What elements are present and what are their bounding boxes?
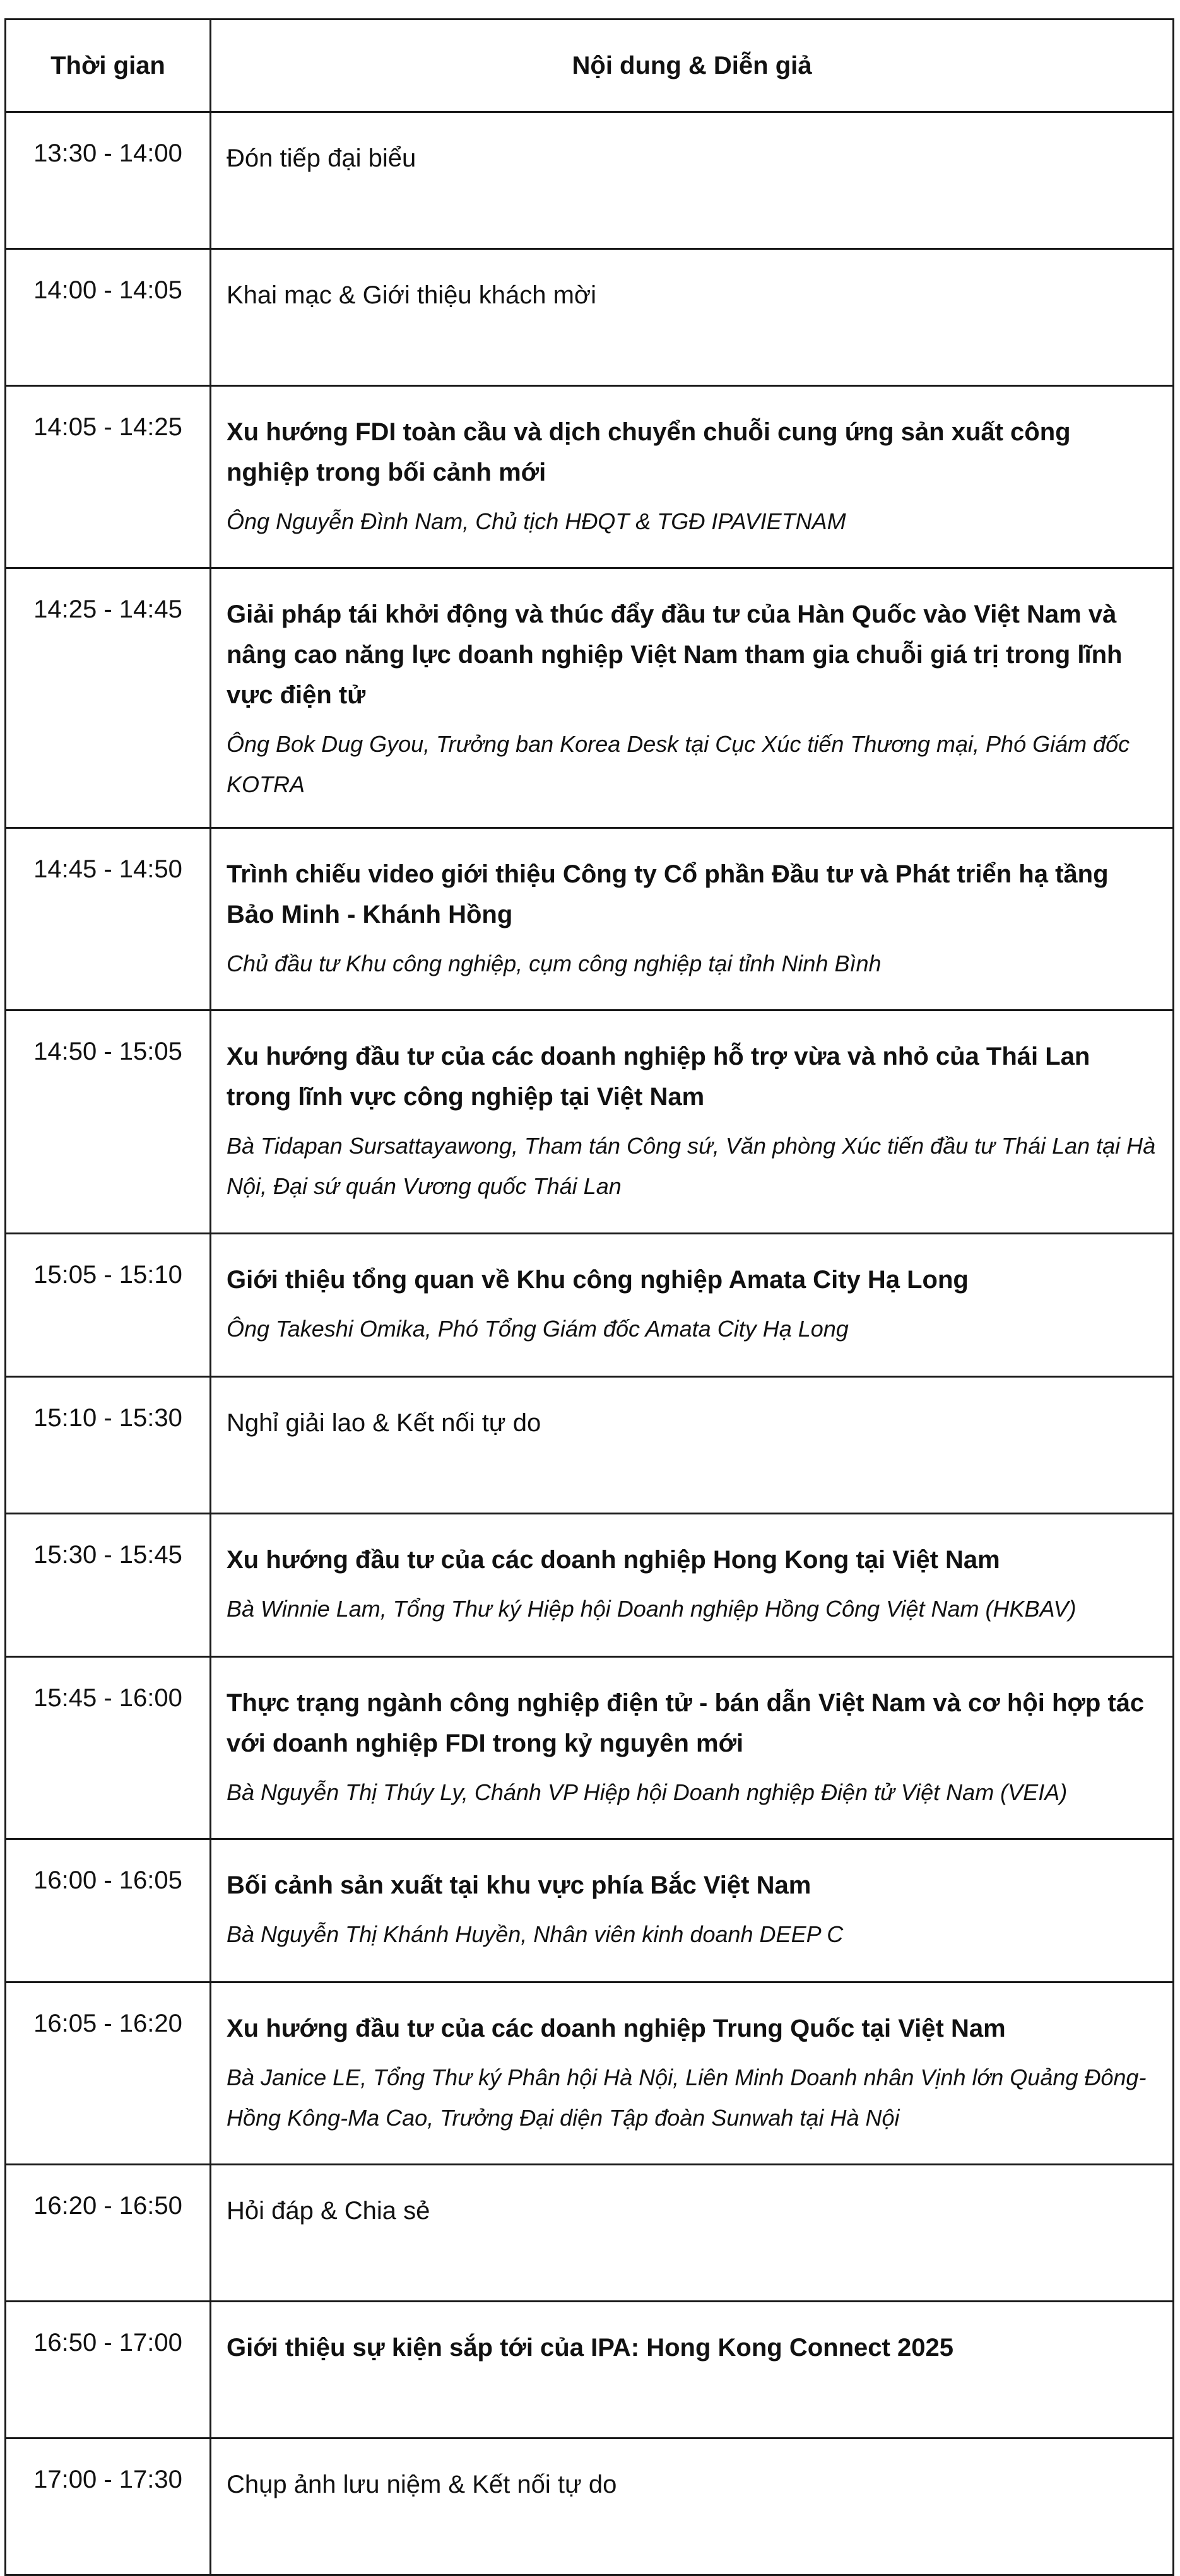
content-cell (211, 1982, 1174, 2165)
session-title: Trình chiếu video giới thiệu Công ty Cổ phần Đầu tư và Phát triển hạ tầng Bảo Minh - Khánh Hồng (227, 860, 1109, 928)
time-cell: 16:20 - 16:50 (6, 2165, 211, 2302)
content-cell (211, 112, 1174, 249)
content-cell (211, 1839, 1174, 1982)
content-cell (211, 828, 1174, 1010)
session-title: Giới thiệu sự kiện sắp tới của IPA: Hong Kong Connect 2025 (227, 2334, 953, 2362)
time-cell: 16:05 - 16:20 (6, 1982, 211, 2165)
speaker-info: Ông Takeshi Omika, Phó Tổng Giám đốc Amata City Hạ Long (227, 1316, 849, 1342)
time-cell: 14:50 - 15:05 (6, 1010, 211, 1234)
content-cell (211, 249, 1174, 386)
time-cell: 15:45 - 16:00 (6, 1657, 211, 1839)
session-title: Xu hướng đầu tư của các doanh nghiệp hỗ trợ vừa và nhỏ của Thái Lan trong lĩnh vực công nghiệp tại Việt Nam (227, 1043, 1090, 1111)
table-row (6, 828, 1174, 1010)
content-cell (211, 2302, 1174, 2438)
table-row (6, 1010, 1174, 1234)
speaker-info: Bà Tidapan Sursattayawong, Tham tán Công sứ, Văn phòng Xúc tiến đầu tư Thái Lan tại Hà Nội, Đại sứ quán Vương quốc Thái Lan (227, 1133, 1156, 1199)
session-text: Hỏi đáp & Chia sẻ (227, 2197, 430, 2225)
speaker-info: Bà Winnie Lam, Tổng Thư ký Hiệp hội Doanh nghiệp Hồng Công Việt Nam (HKBAV) (227, 1596, 1077, 1622)
table-row (6, 1234, 1174, 1377)
session-text: Khai mạc & Giới thiệu khách mời (227, 281, 597, 309)
session-title: Xu hướng đầu tư của các doanh nghiệp Hong Kong tại Việt Nam (227, 1546, 1000, 1574)
table-row (6, 249, 1174, 386)
table-row (6, 1657, 1174, 1839)
time-cell: 16:50 - 17:00 (6, 2302, 211, 2438)
speaker-info: Ông Nguyễn Đình Nam, Chủ tịch HĐQT & TGĐ IPAVIETNAM (227, 508, 846, 534)
header-content: Nội dung & Diễn giả (211, 20, 1174, 112)
speaker-info: Chủ đầu tư Khu công nghiệp, cụm công nghiệp tại tỉnh Ninh Bình (227, 951, 882, 976)
speaker-info: Bà Nguyễn Thị Khánh Huyền, Nhân viên kinh doanh DEEP C (227, 1921, 844, 1947)
session-title: Bối cảnh sản xuất tại khu vực phía Bắc Việt Nam (227, 1871, 811, 1899)
time-cell: 16:00 - 16:05 (6, 1839, 211, 1982)
session-title: Xu hướng FDI toàn cầu và dịch chuyển chuỗi cung ứng sản xuất công nghiệp trong bối cảnh mới (227, 418, 1071, 486)
time-cell: 14:05 - 14:25 (6, 386, 211, 568)
time-cell: 14:00 - 14:05 (6, 249, 211, 386)
time-cell: 15:30 - 15:45 (6, 1514, 211, 1657)
agenda-table (4, 18, 1174, 2576)
session-text: Chụp ảnh lưu niệm & Kết nối tự do (227, 2471, 617, 2498)
content-cell (211, 1657, 1174, 1839)
time-cell: 17:00 - 17:30 (6, 2438, 211, 2575)
content-cell (211, 1010, 1174, 1234)
time-cell: 15:05 - 15:10 (6, 1234, 211, 1377)
speaker-info: Ông Bok Dug Gyou, Trưởng ban Korea Desk tại Cục Xúc tiến Thương mại, Phó Giám đốc KOTRA (227, 731, 1130, 797)
session-title: Giải pháp tái khởi động và thúc đẩy đầu tư của Hàn Quốc vào Việt Nam và nâng cao năng lực doanh nghiệp Việt Nam tham gia chuỗi giá trị trong lĩnh vực điện tử (227, 600, 1123, 709)
table-row (6, 568, 1174, 828)
table-row (6, 1377, 1174, 1514)
session-title: Xu hướng đầu tư của các doanh nghiệp Trung Quốc tại Việt Nam (227, 2015, 1006, 2042)
content-cell (211, 1514, 1174, 1657)
content-cell (211, 1377, 1174, 1514)
content-cell (211, 568, 1174, 828)
header-time: Thời gian (6, 20, 211, 112)
header-row (6, 20, 1174, 112)
speaker-info: Bà Janice LE, Tổng Thư ký Phân hội Hà Nội, Liên Minh Doanh nhân Vịnh lớn Quảng Đông-Hồng Kông-Ma Cao, Trưởng Đại diện Tập đoàn Sunwah tại Hà Nội (227, 2064, 1147, 2131)
table-row (6, 2302, 1174, 2438)
time-cell: 15:10 - 15:30 (6, 1377, 211, 1514)
table-row (6, 2165, 1174, 2302)
session-text: Đón tiếp đại biểu (227, 144, 416, 172)
table-row (6, 1982, 1174, 2165)
time-cell: 14:25 - 14:45 (6, 568, 211, 828)
content-cell (211, 386, 1174, 568)
content-cell (211, 1234, 1174, 1377)
table-row (6, 1839, 1174, 1982)
speaker-info: Bà Nguyễn Thị Thúy Ly, Chánh VP Hiệp hội Doanh nghiệp Điện tử Việt Nam (VEIA) (227, 1779, 1068, 1805)
table-row (6, 2438, 1174, 2575)
table-row (6, 386, 1174, 568)
time-cell: 14:45 - 14:50 (6, 828, 211, 1010)
session-text: Nghỉ giải lao & Kết nối tự do (227, 1409, 541, 1437)
time-cell: 13:30 - 14:00 (6, 112, 211, 249)
content-cell (211, 2165, 1174, 2302)
table-row (6, 1514, 1174, 1657)
content-cell (211, 2438, 1174, 2575)
table-row (6, 112, 1174, 249)
session-title: Giới thiệu tổng quan về Khu công nghiệp Amata City Hạ Long (227, 1266, 969, 1294)
session-title: Thực trạng ngành công nghiệp điện tử - bán dẫn Việt Nam và cơ hội hợp tác với doanh nghiệp FDI trong kỷ nguyên mới (227, 1689, 1145, 1757)
